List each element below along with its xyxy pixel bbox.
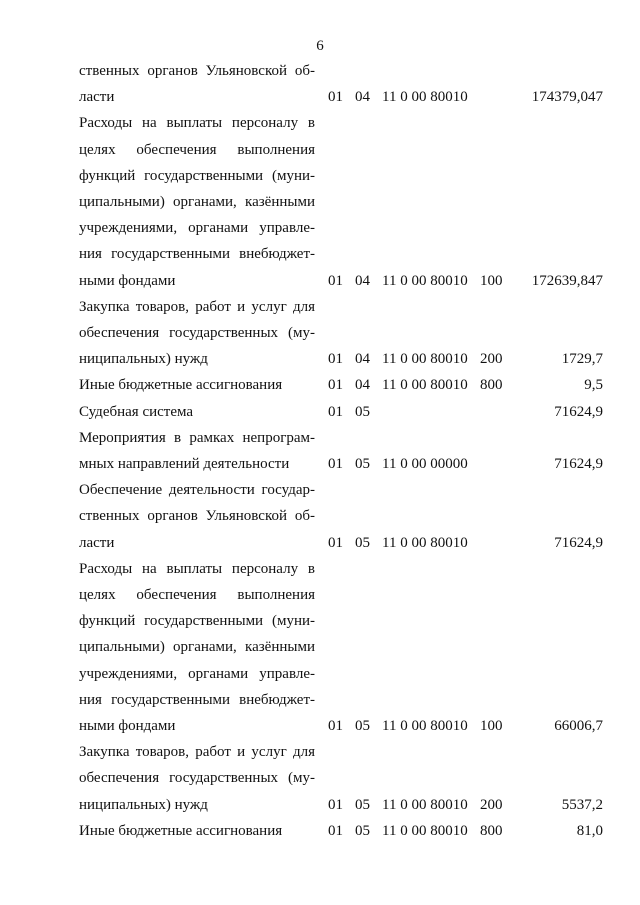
- cell-summa: 5537,2: [561, 796, 603, 813]
- cell-razdel: 01: [328, 718, 343, 734]
- table-row: [0, 713, 640, 739]
- row-name: ными фондами: [79, 718, 176, 734]
- cell-summa: 71624,9: [554, 403, 603, 420]
- row-name: ными фондами: [79, 272, 176, 289]
- row-name: обеспечения государственных (му-: [79, 770, 315, 787]
- table-row: [0, 399, 640, 425]
- row-name: ласти: [79, 89, 115, 106]
- row-name: ниципальных) нужд: [79, 796, 208, 813]
- cell-summa: 71624,9: [554, 534, 603, 551]
- table-row: [0, 765, 640, 791]
- cell-summa: 9,5: [584, 377, 603, 394]
- cell-summa: 172639,847: [531, 272, 603, 289]
- row-name: функций государственными (муни-: [79, 613, 315, 630]
- cell-razdel: 01: [328, 89, 343, 106]
- table-row: [0, 477, 640, 503]
- cell-summa: 174379,047: [531, 89, 603, 106]
- row-name: Обеспечение деятельности государ-: [79, 482, 315, 499]
- row-name: мных направлений деятельности: [79, 456, 290, 472]
- table-row: [0, 268, 640, 294]
- row-name: Судебная система: [79, 403, 194, 420]
- cell-podrazdel: 04: [355, 351, 370, 368]
- row-name: Иные бюджетные ассигнования: [79, 377, 283, 394]
- row-name: Иные бюджетные ассигнования: [79, 822, 283, 839]
- table-row: [0, 137, 640, 163]
- table-row: [0, 739, 640, 765]
- table-row: [0, 241, 640, 267]
- cell-razdel: 01: [328, 456, 343, 472]
- row-name: Закупка товаров, работ и услуг для: [79, 744, 315, 761]
- cell-razdel: 01: [328, 796, 343, 813]
- table-row: [0, 661, 640, 687]
- table-row: [0, 582, 640, 608]
- row-name: ния государственными внебюджет-: [79, 691, 315, 708]
- table-row: [0, 530, 640, 556]
- row-name: обеспечения государственных (му-: [79, 325, 315, 341]
- cell-razdel: 01: [328, 377, 343, 394]
- table-row: [0, 372, 640, 398]
- cell-vid-raskhodov: 100: [480, 272, 503, 289]
- cell-podrazdel: 05: [355, 796, 370, 813]
- table-row: [0, 503, 640, 529]
- table-row: [0, 346, 640, 372]
- cell-summa: 81,0: [576, 822, 603, 839]
- cell-podrazdel: 04: [355, 377, 370, 394]
- cell-podrazdel: 05: [355, 718, 370, 734]
- row-name: ласти: [79, 534, 115, 551]
- cell-tselevaya-statya: 11 0 00 00000: [382, 456, 468, 472]
- row-name: Расходы на выплаты персоналу в: [79, 115, 315, 132]
- table-row: [0, 215, 640, 241]
- cell-summa: 71624,9: [554, 456, 603, 472]
- cell-podrazdel: 05: [355, 456, 370, 472]
- table-row: [0, 792, 640, 818]
- table-row: [0, 163, 640, 189]
- table-row: [0, 294, 640, 320]
- table-row: [0, 189, 640, 215]
- row-name: ципальными) органами, казёнными: [79, 639, 315, 656]
- row-name: целях обеспечения выполнения: [79, 587, 315, 603]
- cell-razdel: 01: [328, 822, 343, 839]
- table-row: [0, 84, 640, 110]
- row-name: ственных органов Ульяновской об-: [79, 508, 315, 525]
- cell-podrazdel: 05: [355, 534, 370, 551]
- cell-podrazdel: 05: [355, 822, 370, 839]
- cell-razdel: 01: [328, 272, 343, 289]
- cell-summa: 1729,7: [561, 351, 603, 368]
- row-name: учреждениями, органами управле-: [79, 220, 315, 237]
- table-row: [0, 451, 640, 477]
- cell-tselevaya-statya: 11 0 00 80010: [382, 377, 468, 394]
- table-row: [0, 556, 640, 582]
- row-name: учреждениями, органами управле-: [79, 665, 315, 682]
- row-name: ниципальных) нужд: [79, 351, 208, 368]
- cell-tselevaya-statya: 11 0 00 80010: [382, 534, 468, 551]
- cell-vid-raskhodov: 800: [480, 377, 503, 394]
- table-row: [0, 818, 640, 844]
- cell-podrazdel: 04: [355, 89, 370, 106]
- cell-tselevaya-statya: 11 0 00 80010: [382, 796, 468, 813]
- row-name: функций государственными (муни-: [79, 167, 315, 184]
- table-row: [0, 58, 640, 84]
- table-row: [0, 425, 640, 451]
- cell-vid-raskhodov: 200: [480, 796, 503, 813]
- table-row: [0, 608, 640, 634]
- row-name: ния государственными внебюджет-: [79, 246, 315, 263]
- row-name: Закупка товаров, работ и услуг для: [79, 298, 315, 315]
- table-row: [0, 320, 640, 346]
- page-number: 6: [316, 38, 324, 54]
- cell-vid-raskhodov: 800: [480, 822, 503, 839]
- cell-tselevaya-statya: 11 0 00 80010: [382, 351, 468, 368]
- row-name: ципальными) органами, казёнными: [79, 194, 315, 210]
- row-name: ственных органов Ульяновской об-: [79, 63, 315, 79]
- cell-tselevaya-statya: 11 0 00 80010: [382, 89, 468, 106]
- cell-razdel: 01: [328, 403, 343, 420]
- cell-razdel: 01: [328, 534, 343, 551]
- cell-tselevaya-statya: 11 0 00 80010: [382, 718, 468, 734]
- cell-tselevaya-statya: 11 0 00 80010: [382, 822, 468, 839]
- table-row: [0, 687, 640, 713]
- cell-podrazdel: 04: [355, 272, 370, 289]
- cell-tselevaya-statya: 11 0 00 80010: [382, 272, 468, 289]
- cell-razdel: 01: [328, 351, 343, 368]
- cell-vid-raskhodov: 100: [480, 718, 503, 734]
- table-row: [0, 110, 640, 136]
- row-name: целях обеспечения выполнения: [79, 141, 315, 158]
- row-name: Расходы на выплаты персоналу в: [79, 560, 315, 577]
- cell-vid-raskhodov: 200: [480, 351, 503, 368]
- table-row: [0, 634, 640, 660]
- cell-podrazdel: 05: [355, 403, 370, 420]
- row-name: Мероприятия в рамках непрограм-: [79, 429, 315, 446]
- cell-summa: 66006,7: [554, 718, 603, 734]
